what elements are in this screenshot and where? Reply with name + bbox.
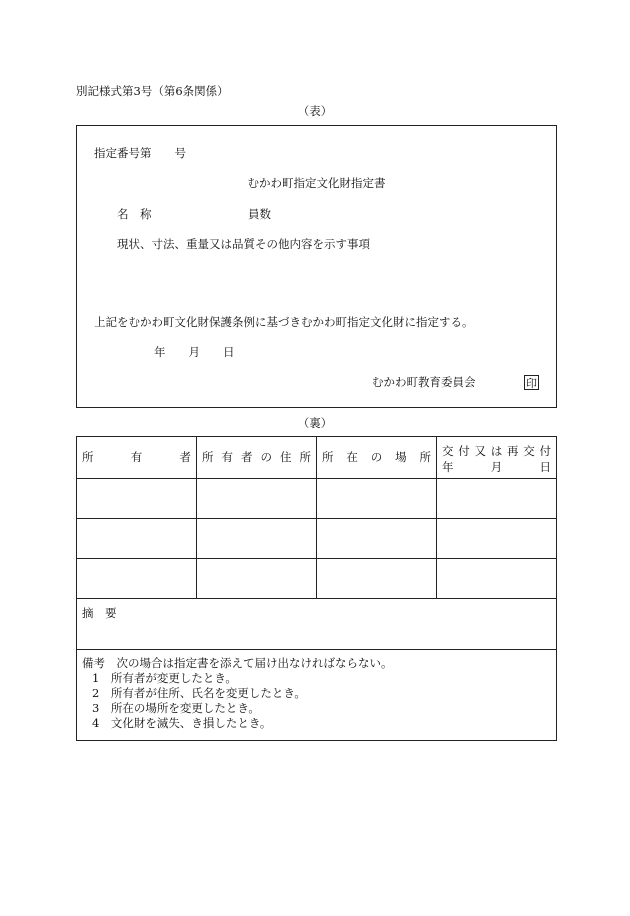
summary-cell — [77, 599, 557, 650]
date-line: 年 月 日 — [154, 345, 235, 359]
owner-cell — [77, 519, 197, 559]
back-record-table — [76, 436, 557, 741]
issue-date-cell — [437, 559, 557, 599]
note-item: 2 所有者が住所、氏名を変更したとき。 — [92, 686, 306, 700]
location-cell — [317, 479, 437, 519]
note-item: 4 文化財を滅失、き損したとき。 — [92, 716, 272, 730]
header-issue: 交 付 又 は 再 交 付 年 月 日 — [437, 437, 557, 479]
table-row — [77, 519, 557, 559]
header-location: 所 在 の 場 所 — [317, 437, 437, 479]
header-owner: 所 有 者 — [77, 437, 197, 479]
notes-title: 備考 次の場合は指定書を添えて届け出なければならない。 — [82, 656, 393, 670]
header-owner-address: 所 有 者 の 住 所 — [197, 437, 317, 479]
header-row — [77, 437, 557, 479]
certificate-title: むかわ町指定文化財指定書 — [247, 176, 386, 190]
owner-cell — [77, 479, 197, 519]
count-label: 員数 — [248, 207, 271, 221]
issue-date-cell — [437, 519, 557, 559]
issuer: むかわ町教育委員会 — [372, 375, 476, 389]
location-cell — [317, 519, 437, 559]
table-row — [77, 479, 557, 519]
back-label: （裏） — [297, 416, 333, 430]
details-label: 現状、寸法、重量又は品質その他内容を示す事項 — [117, 237, 370, 251]
designation-number: 指定番号第 号 — [94, 146, 186, 160]
summary-label: 摘 要 — [82, 606, 117, 620]
name-label: 名 称 — [117, 207, 152, 221]
notes-row — [77, 650, 557, 741]
location-cell — [317, 559, 437, 599]
front-label: （表） — [297, 104, 333, 118]
owner-address-cell — [197, 519, 317, 559]
owner-address-cell — [197, 479, 317, 519]
issue-date-cell — [437, 479, 557, 519]
owner-address-cell — [197, 559, 317, 599]
designation-statement: 上記をむかわ町文化財保護条例に基づきむかわ町指定文化財に指定する。 — [94, 315, 474, 329]
summary-row — [77, 599, 557, 650]
form-title: 別記様式第3号（第6条関係） — [76, 84, 229, 98]
table-row — [77, 559, 557, 599]
notes-cell — [77, 650, 557, 741]
note-item: 1 所有者が変更したとき。 — [92, 671, 237, 685]
note-item: 3 所在の場所を変更したとき。 — [92, 701, 260, 715]
owner-cell — [77, 559, 197, 599]
seal-mark: 印 — [526, 377, 537, 390]
front-certificate-box — [76, 125, 557, 408]
